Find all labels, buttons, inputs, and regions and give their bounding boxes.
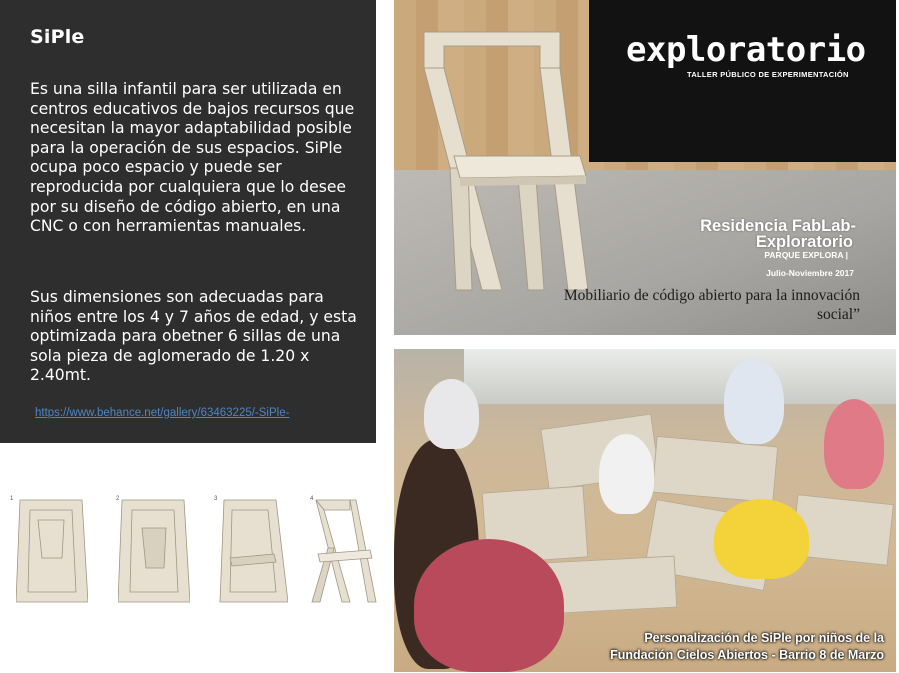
plywood-piece [652, 436, 779, 503]
photo-caption-line-2: Fundación Cielos Abiertos - Barrio 8 de Marzo [610, 648, 884, 662]
residency-title-1: Residencia FabLab- [700, 217, 856, 235]
step-number: 4 [310, 496, 314, 502]
residency-title-2: Exploratorio [755, 233, 853, 251]
child-figure [824, 399, 884, 489]
background-windows [464, 349, 896, 404]
step-number: 1 [10, 496, 14, 502]
assembly-step-2 [118, 498, 190, 606]
residency-dates: Julio-Noviembre 2017 [766, 268, 854, 278]
assembly-steps [8, 490, 380, 610]
child-figure [424, 379, 479, 449]
siple-chair-image [410, 28, 600, 303]
exploratorio-logo: exploratorio [626, 30, 866, 70]
children-workshop-photo [394, 349, 896, 672]
behance-link[interactable]: https://www.behance.net/gallery/63463225/-SiPle- [35, 407, 290, 419]
child-figure [599, 434, 654, 514]
chair-photo [394, 0, 896, 335]
panel-title: SiPle [30, 26, 85, 48]
exploratorio-sign [589, 0, 896, 162]
step-number: 2 [116, 496, 120, 502]
child-figure [414, 539, 564, 672]
photo-quote: Mobiliario de código abierto para la innovación social” [563, 287, 860, 323]
description-paragraph-1: Es una silla infantil para ser utilizada en centros educativos de bajos recursos que necesitan la mayor adaptabilidad posible para la operación de sus espacios. SiPle ocupa poco espacio y puede ser reproducida por cualquiera que lo desee por su diseño de código abierto, en una CNC o con herramientas manuales. [30, 80, 355, 236]
assembly-step-1 [16, 498, 88, 606]
step-number: 3 [214, 496, 218, 502]
photo-caption-line-1: Personalización de SiPle por niños de la [644, 631, 884, 645]
description-panel [0, 0, 376, 443]
residency-venue: PARQUE EXPLORA | [764, 250, 848, 260]
assembly-step-3 [216, 498, 288, 606]
description-paragraph-2: Sus dimensiones son adecuadas para niños entre los 4 y 7 años de edad, y esta optimizada para obetner 6 sillas de una sola pieza de aglomerado de 1.20 x 2.40mt. [30, 288, 357, 385]
exploratorio-subtitle: TALLER PÚBLICO DE EXPERIMENTACIÓN [687, 70, 849, 79]
child-figure [714, 499, 809, 579]
assembly-step-4 [310, 498, 378, 606]
child-figure [724, 359, 784, 444]
